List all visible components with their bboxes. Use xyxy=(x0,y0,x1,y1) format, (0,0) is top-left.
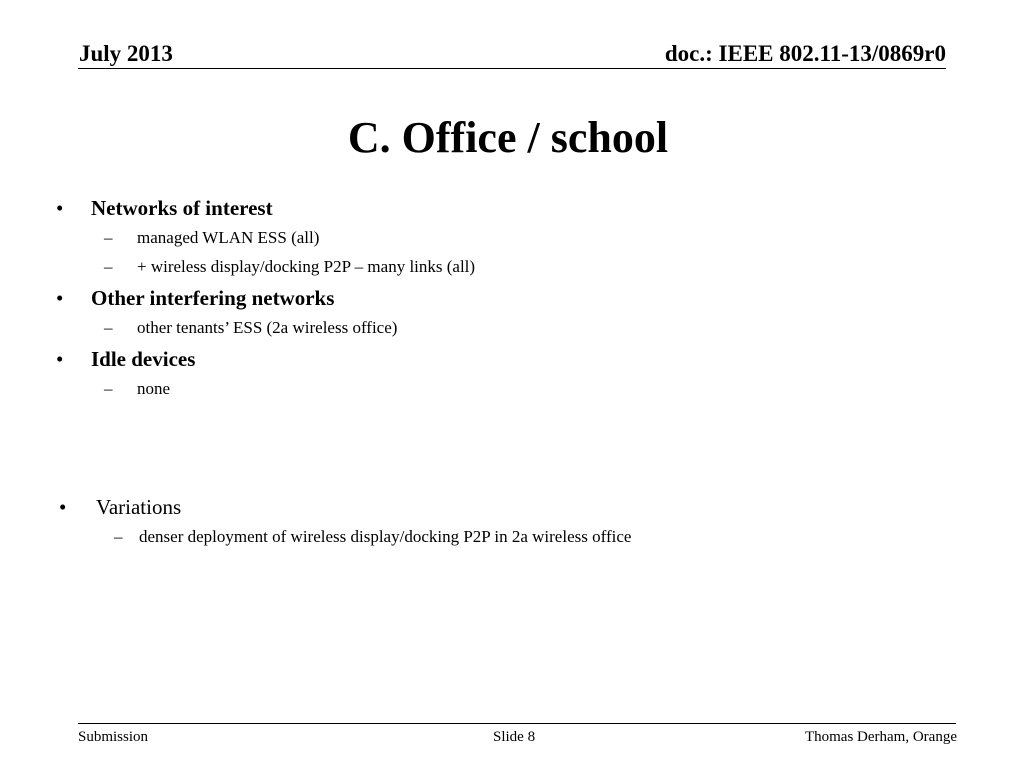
sub-item-wireless-display xyxy=(104,256,476,278)
bullet-marker: • xyxy=(56,286,64,310)
list-item-text: Networks of interest xyxy=(91,196,273,220)
footer-slide-number: Slide 8 xyxy=(493,729,536,745)
sub-item-text: denser deployment of wireless display/docking P2P in 2a wireless office xyxy=(139,527,632,546)
list-item-text: Other interfering networks xyxy=(91,286,335,310)
dash-marker: – xyxy=(104,318,113,337)
dash-marker: – xyxy=(104,257,113,276)
bullet-marker: • xyxy=(56,196,64,220)
dash-marker: – xyxy=(104,228,113,247)
sub-item-managed-wlan xyxy=(104,227,320,249)
list-item-text: Variations xyxy=(96,495,182,519)
sub-item-none xyxy=(104,378,171,400)
sub-item-other-tenants xyxy=(104,317,398,339)
sub-item-text: managed WLAN ESS (all) xyxy=(137,228,320,247)
footer-divider xyxy=(78,723,956,724)
footer-submission: Submission xyxy=(78,729,149,745)
sub-item-denser-deployment xyxy=(114,526,632,548)
sub-item-text: none xyxy=(137,379,171,398)
slide-title: C. Office / school xyxy=(347,113,669,162)
header-doc-id: doc.: IEEE 802.11-13/0869r0 xyxy=(664,41,946,66)
header-date: July 2013 xyxy=(79,41,173,66)
footer-author: Thomas Derham, Orange xyxy=(804,729,957,745)
list-item-other-interfering xyxy=(56,285,335,311)
bullet-marker: • xyxy=(59,495,67,519)
list-item-text: Idle devices xyxy=(91,347,196,371)
sub-item-text: + wireless display/docking P2P – many links (all) xyxy=(137,257,476,276)
list-item-networks-of-interest xyxy=(56,195,273,221)
list-item-idle-devices xyxy=(56,346,196,372)
sub-item-text: other tenants’ ESS (2a wireless office) xyxy=(137,318,398,337)
dash-marker: – xyxy=(104,379,113,398)
list-item-variations xyxy=(59,494,182,520)
bullet-marker: • xyxy=(56,347,64,371)
dash-marker: – xyxy=(114,527,123,546)
